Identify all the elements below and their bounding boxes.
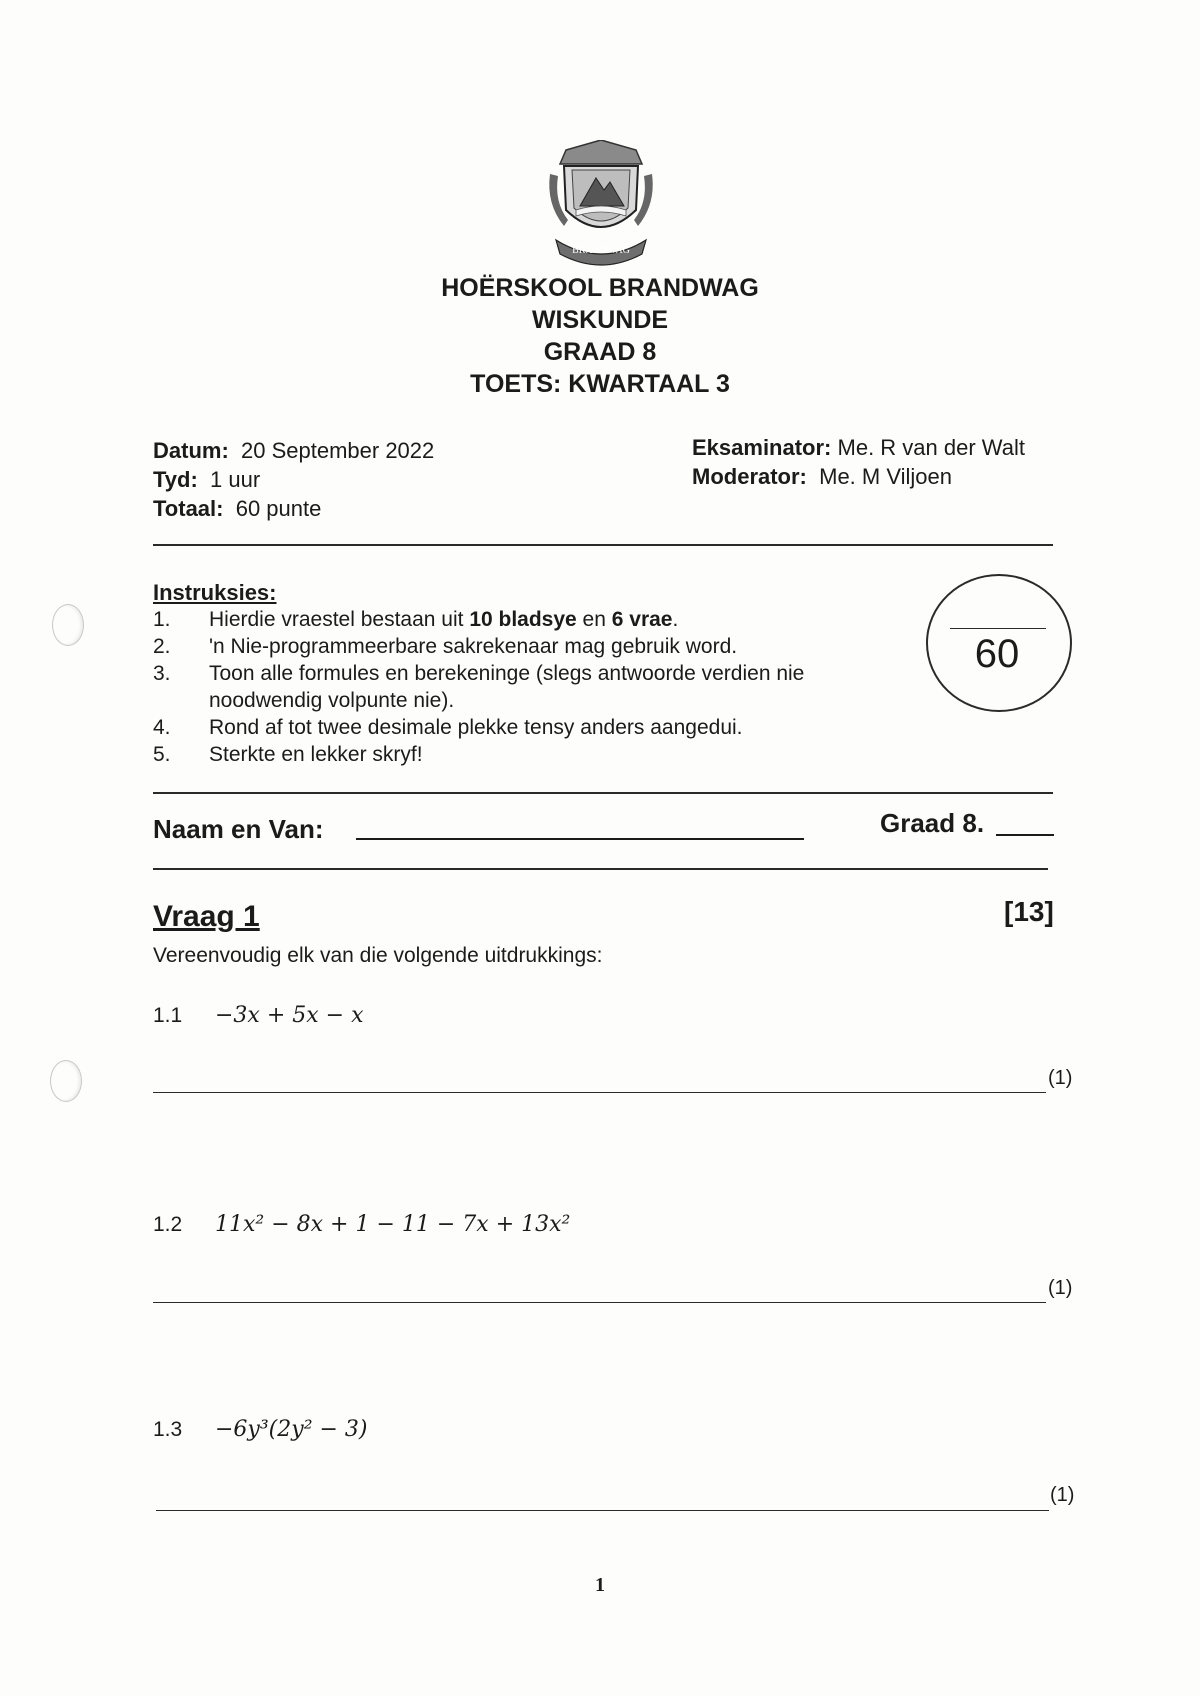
instruction-text: Toon alle formules en berekeninge (slegs antwoorde verdien nie noodwendig volpunte nie). xyxy=(209,662,805,712)
score-line xyxy=(950,628,1046,629)
examiner-value: Me. R van der Walt xyxy=(837,435,1025,460)
answer-line[interactable] xyxy=(153,1302,1046,1303)
punch-hole-bottom xyxy=(50,1060,82,1102)
meta-left xyxy=(153,436,434,523)
subquestion-expression: −3x + 5x − x xyxy=(215,1003,364,1028)
examiner-label: Eksaminator: xyxy=(692,435,832,460)
test-heading: TOETS: KWARTAAL 3 xyxy=(470,370,730,398)
instruction-item xyxy=(153,660,913,714)
grade-label: Graad 8. xyxy=(880,808,985,838)
total-value: 60 punte xyxy=(235,496,322,521)
instruction-number: 3. xyxy=(153,662,171,685)
question-marks: [13] xyxy=(1004,896,1054,927)
subquestion-mark: (1) xyxy=(1048,1067,1073,1089)
moderator-label: Moderator: xyxy=(692,464,807,489)
instruction-bold-pages: 10 bladsye xyxy=(469,608,577,631)
question-title: Vraag 1 xyxy=(153,900,260,933)
document-header xyxy=(0,272,1200,400)
instruction-number: 5. xyxy=(153,743,171,766)
instruction-bold-questions: 6 vrae xyxy=(611,608,673,631)
answer-line[interactable] xyxy=(153,1092,1046,1093)
moderator-value: Me. M Viljoen xyxy=(819,464,952,489)
page-number: 1 xyxy=(595,1574,605,1596)
instruction-text xyxy=(209,606,913,633)
instruction-text-part: . xyxy=(672,608,679,631)
divider-top xyxy=(153,544,1053,546)
instruction-text-part: en xyxy=(576,608,612,631)
subquestion-expression: −6y³(2y² − 3) xyxy=(215,1417,368,1442)
instruction-item xyxy=(153,714,913,741)
instructions-title: Instruksies: xyxy=(153,580,277,605)
instruction-number: 2. xyxy=(153,635,171,658)
subquestion-1-3 xyxy=(153,1417,368,1442)
punch-hole-top xyxy=(52,604,84,646)
instruction-text: Rond af tot twee desimale plekke tensy anders aangedui. xyxy=(209,716,743,739)
answer-line[interactable] xyxy=(156,1510,1049,1511)
grade-heading: GRAAD 8 xyxy=(543,338,657,366)
school-crest-logo xyxy=(546,140,656,268)
instruction-item xyxy=(153,633,913,660)
subquestion-1-1 xyxy=(153,1003,364,1028)
meta-right xyxy=(692,433,1025,491)
name-field[interactable] xyxy=(356,838,804,840)
time-value: 1 uur xyxy=(210,467,261,492)
instruction-item xyxy=(153,741,913,768)
date-value: 20 September 2022 xyxy=(241,438,435,463)
instruction-number: 4. xyxy=(153,716,171,739)
time-label: Tyd: xyxy=(153,467,198,492)
subquestion-mark: (1) xyxy=(1048,1277,1073,1299)
subquestion-number: 1.3 xyxy=(153,1418,183,1441)
date-label: Datum: xyxy=(153,438,229,463)
subquestion-mark: (1) xyxy=(1050,1484,1075,1506)
grade-field[interactable] xyxy=(996,834,1054,836)
school-name: HOËRSKOOL BRANDWAG xyxy=(441,274,759,302)
instruction-item xyxy=(153,606,913,633)
question-intro: Vereenvoudig elk van die volgende uitdrukkings: xyxy=(153,944,603,967)
crest-banner-text: BRANDWAG xyxy=(572,245,630,256)
divider-bottom xyxy=(153,868,1048,870)
total-label: Totaal: xyxy=(153,496,224,521)
subject-name: WISKUNDE xyxy=(531,306,669,334)
subquestion-number: 1.2 xyxy=(153,1213,183,1236)
subquestion-number: 1.1 xyxy=(153,1004,183,1027)
instruction-text-part: Hierdie vraestel bestaan uit xyxy=(209,608,470,631)
instruction-number: 1. xyxy=(153,608,171,631)
divider-middle xyxy=(153,792,1053,794)
instruction-text: Sterkte en lekker skryf! xyxy=(209,743,423,766)
subquestion-1-2 xyxy=(153,1212,570,1237)
name-label: Naam en Van: xyxy=(153,814,324,844)
subquestion-expression: 11x² − 8x + 1 − 11 − 7x + 13x² xyxy=(215,1212,571,1237)
instruction-text: 'n Nie-programmeerbare sakrekenaar mag gebruik word. xyxy=(209,635,738,658)
score-total: 60 xyxy=(974,632,1020,676)
instructions-list xyxy=(153,606,913,768)
